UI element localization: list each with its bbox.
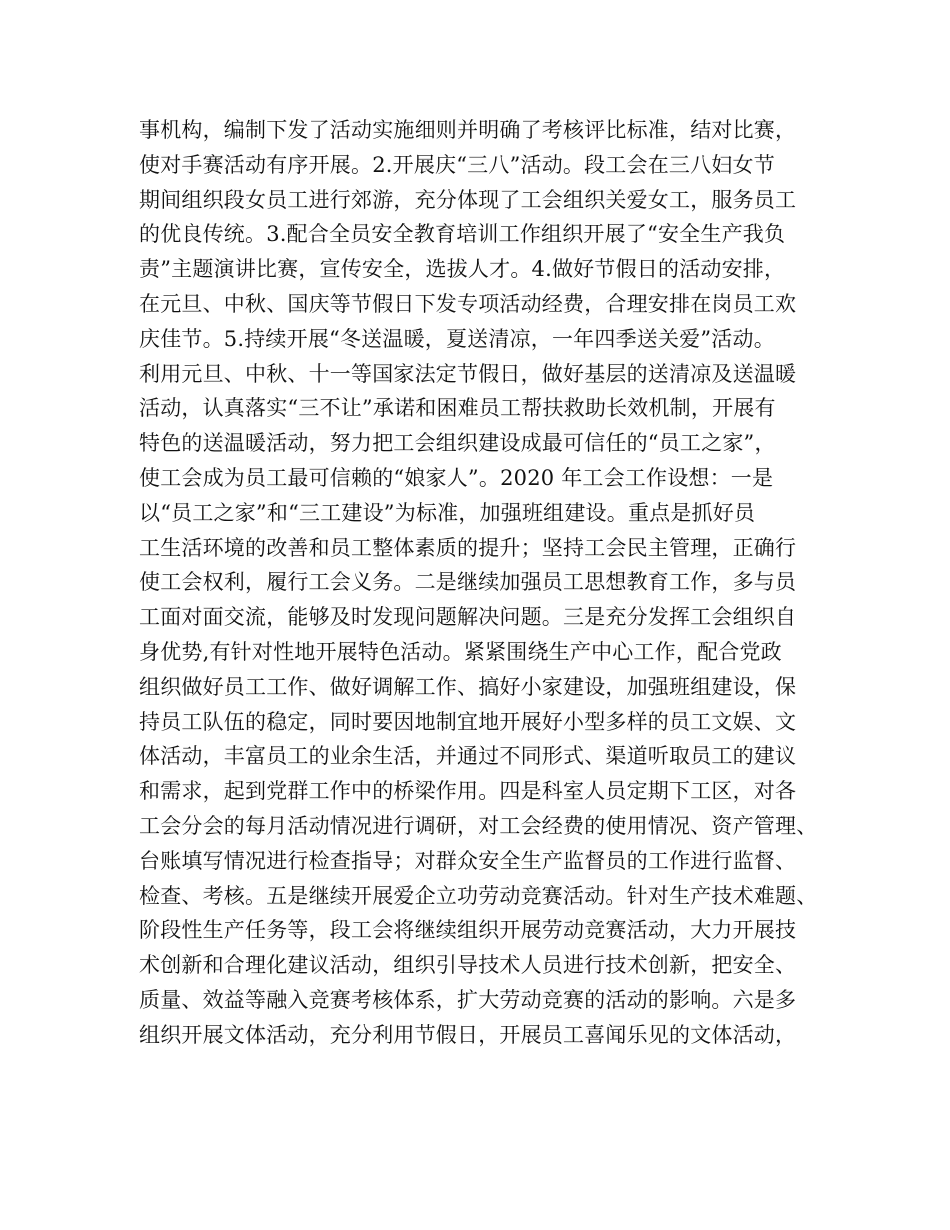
text-line-5: 责”主题演讲比赛，宣传安全，选拔人才。4.做好节假日的活动安排， bbox=[139, 257, 786, 282]
text-line-20: 和需求，起到党群工作中的桥梁作用。四是科室人员定期下工区，对各 bbox=[139, 779, 797, 804]
text-line-14: 使工会权利，履行工会义务。二是继续加强员工思想教育工作，多与员 bbox=[139, 570, 797, 595]
text-line-13: 工生活环境的改善和员工整体素质的提升；坚持工会民主管理，正确行 bbox=[139, 535, 797, 560]
text-line-16: 身优势,有针对性地开展特色活动。紧紧围绕生产中心工作，配合党政 bbox=[139, 639, 782, 664]
text-line-17: 组织做好员工工作、做好调解工作、搞好小家建设，加强班组建设，保 bbox=[139, 674, 797, 699]
text-line-27: 组织开展文体活动，充分利用节假日，开展员工喜闻乐见的文体活动， bbox=[139, 1022, 797, 1047]
text-line-23: 检查、考核。五是继续开展爱企立功劳动竞赛活动。针对生产技术难题、 bbox=[139, 883, 818, 908]
body-text bbox=[139, 113, 839, 1053]
text-line-24: 阶段性生产任务等，段工会将继续组织开展劳动竞赛活动，大力开展技 bbox=[139, 918, 797, 943]
text-line-9: 活动，认真落实“三不让”承诺和困难员工帮扶救助长效机制，开展有 bbox=[139, 396, 776, 421]
text-line-26: 质量、效益等融入竞赛考核体系，扩大劳动竞赛的活动的影响。六是多 bbox=[139, 987, 797, 1012]
text-line-8: 利用元旦、中秋、十一等国家法定节假日，做好基层的送清凉及送温暖 bbox=[139, 361, 797, 386]
text-line-2: 使对手赛活动有序开展。2.开展庆“三八”活动。段工会在三八妇女节 bbox=[139, 152, 775, 177]
text-line-1: 事机构，编制下发了活动实施细则并明确了考核评比标准，结对比赛， bbox=[139, 118, 797, 142]
text-line-22: 台账填写情况进行检查指导；对群众安全生产监督员的工作进行监督、 bbox=[139, 848, 797, 873]
text-line-3: 期间组织段女员工进行郊游，充分体现了工会组织关爱女工，服务员工 bbox=[139, 187, 797, 212]
text-line-18: 持员工队伍的稳定，同时要因地制宜地开展好小型多样的员工文娱、文 bbox=[139, 709, 797, 734]
text-line-15: 工面对面交流，能够及时发现问题解决问题。三是充分发挥工会组织自 bbox=[139, 605, 797, 630]
text-line-6: 在元旦、中秋、国庆等节假日下发专项活动经费，合理安排在岗员工欢 bbox=[139, 291, 797, 316]
text-line-21: 工会分会的每月活动情况进行调研，对工会经费的使用情况、资产管理、 bbox=[139, 813, 818, 838]
text-line-7: 庆佳节。5.持续开展“冬送温暖，夏送清凉，一年四季送关爱”活动。 bbox=[139, 326, 775, 351]
text-line-19: 体活动，丰富员工的业余生活，并通过不同形式、渠道听取员工的建议 bbox=[139, 744, 797, 769]
text-line-4: 的优良传统。3.配合全员安全教育培训工作组织开展了“安全生产我负 bbox=[139, 222, 786, 247]
text-line-12: 以“员工之家”和“三工建设”为标准，加强班组建设。重点是抓好员 bbox=[139, 500, 756, 525]
text-line-10: 特色的送温暖活动，努力把工会组织建设成最可信任的“员工之家”， bbox=[139, 431, 776, 456]
text-line-25: 术创新和合理化建议活动，组织引导技术人员进行技术创新，把安全、 bbox=[139, 953, 797, 978]
text-line-11: 使工会成为员工最可信赖的“娘家人”。2020 年工会工作设想：一是 bbox=[139, 465, 774, 490]
